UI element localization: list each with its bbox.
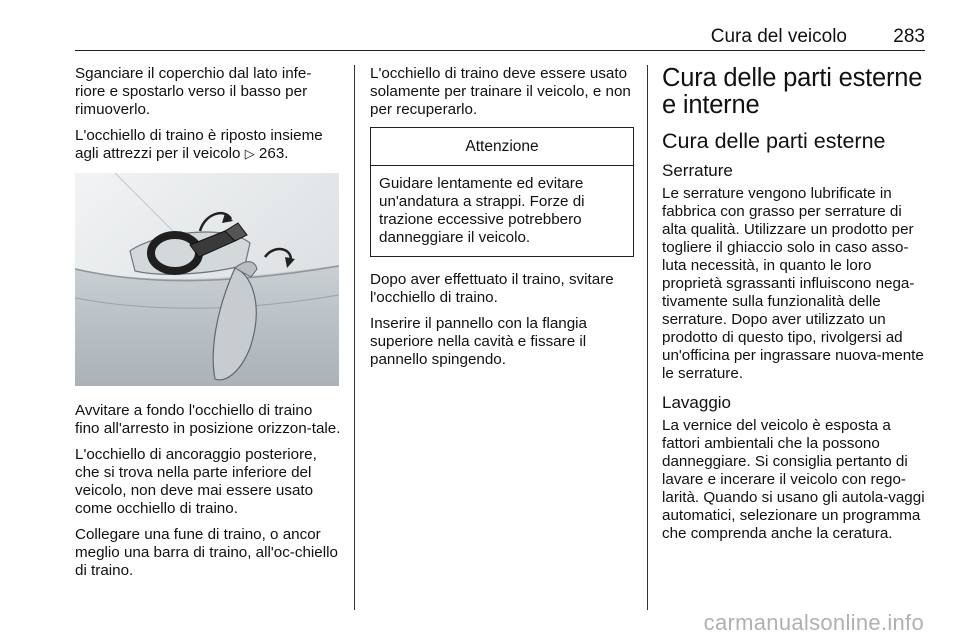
section-title: Cura del veicolo (710, 26, 847, 47)
paragraph (75, 127, 341, 163)
subsection-heading: Lavaggio (662, 393, 732, 412)
subsection-heading: Serrature (662, 161, 733, 180)
warning-text: Guidare lentamente ed evitare un'andatura a strappi. Forze di trazione eccessive potrebbero danneggiare il veicolo. (379, 175, 585, 246)
paragraph: Le serrature vengono lubrificate in fabbrica con grasso per serrature di alta qualità. Utilizzare un prodotto per togliere il ghiaccio solo in caso asso-luta necessità, in quanto le loro proprietà sgrassanti influiscono nega-tivamente sulla funzionalità delle serrature. Dopo aver utilizzato un prodotto di questo tipo, rivolgersi ad un'officina per ingrassare nuova-mente le serrature. (662, 185, 924, 382)
triangle-ref-icon: ▷ (244, 146, 255, 161)
tow-eye-illustration (75, 173, 339, 386)
column-middle (370, 65, 634, 377)
paragraph-text: L'occhiello di traino è riposto insieme agli attrezzi per il veicolo (75, 127, 323, 162)
warning-title: Attenzione (371, 128, 633, 166)
page-reference: 263. (258, 145, 289, 162)
paragraph: Collegare una fune di traino, o ancor meglio una barra di traino, all'oc-chiello di traino. (75, 526, 338, 579)
section-heading: Cura delle parti esterne (662, 129, 886, 153)
page-number: 283 (893, 26, 925, 47)
column-divider (354, 65, 355, 610)
column-right (662, 65, 930, 553)
paragraph: Inserire il pannello con la flangia superiore nella cavità e fissare il pannello spingendo. (370, 315, 587, 368)
paragraph: Avvitare a fondo l'occhiello di traino fino all'arresto in posizione orizzon-tale. (75, 402, 341, 437)
column-divider (647, 65, 648, 610)
paragraph: Sganciare il coperchio dal lato infe-riore e spostarlo verso il basso per rimuoverlo. (75, 65, 312, 118)
paragraph: La vernice del veicolo è esposta a fattori ambientali che la possono danneggiare. Si consiglia pertanto di lavare e incerare il veicolo con rego-larità. Quando si usano gli autola-vaggi automatici, selezionare un programma che comprenda anche la ceratura. (662, 417, 925, 542)
page-header (75, 26, 925, 51)
chapter-heading: Cura delle parti esterne e interne (662, 64, 923, 119)
paragraph: Dopo aver effettuato il traino, svitare l'occhiello di traino. (370, 271, 614, 306)
column-left (75, 65, 341, 588)
watermark: carmanualsonline.info (703, 610, 924, 635)
paragraph: L'occhiello di ancoraggio posteriore, che si trova nella parte inferiore del veicolo, non deve mai essere usato come occhiello di traino. (75, 446, 317, 517)
paragraph: L'occhiello di traino deve essere usato solamente per trainare il veicolo, e non per recuperarlo. (370, 65, 631, 118)
warning-box (370, 127, 634, 257)
tow-eye-illustration-svg (75, 173, 339, 386)
